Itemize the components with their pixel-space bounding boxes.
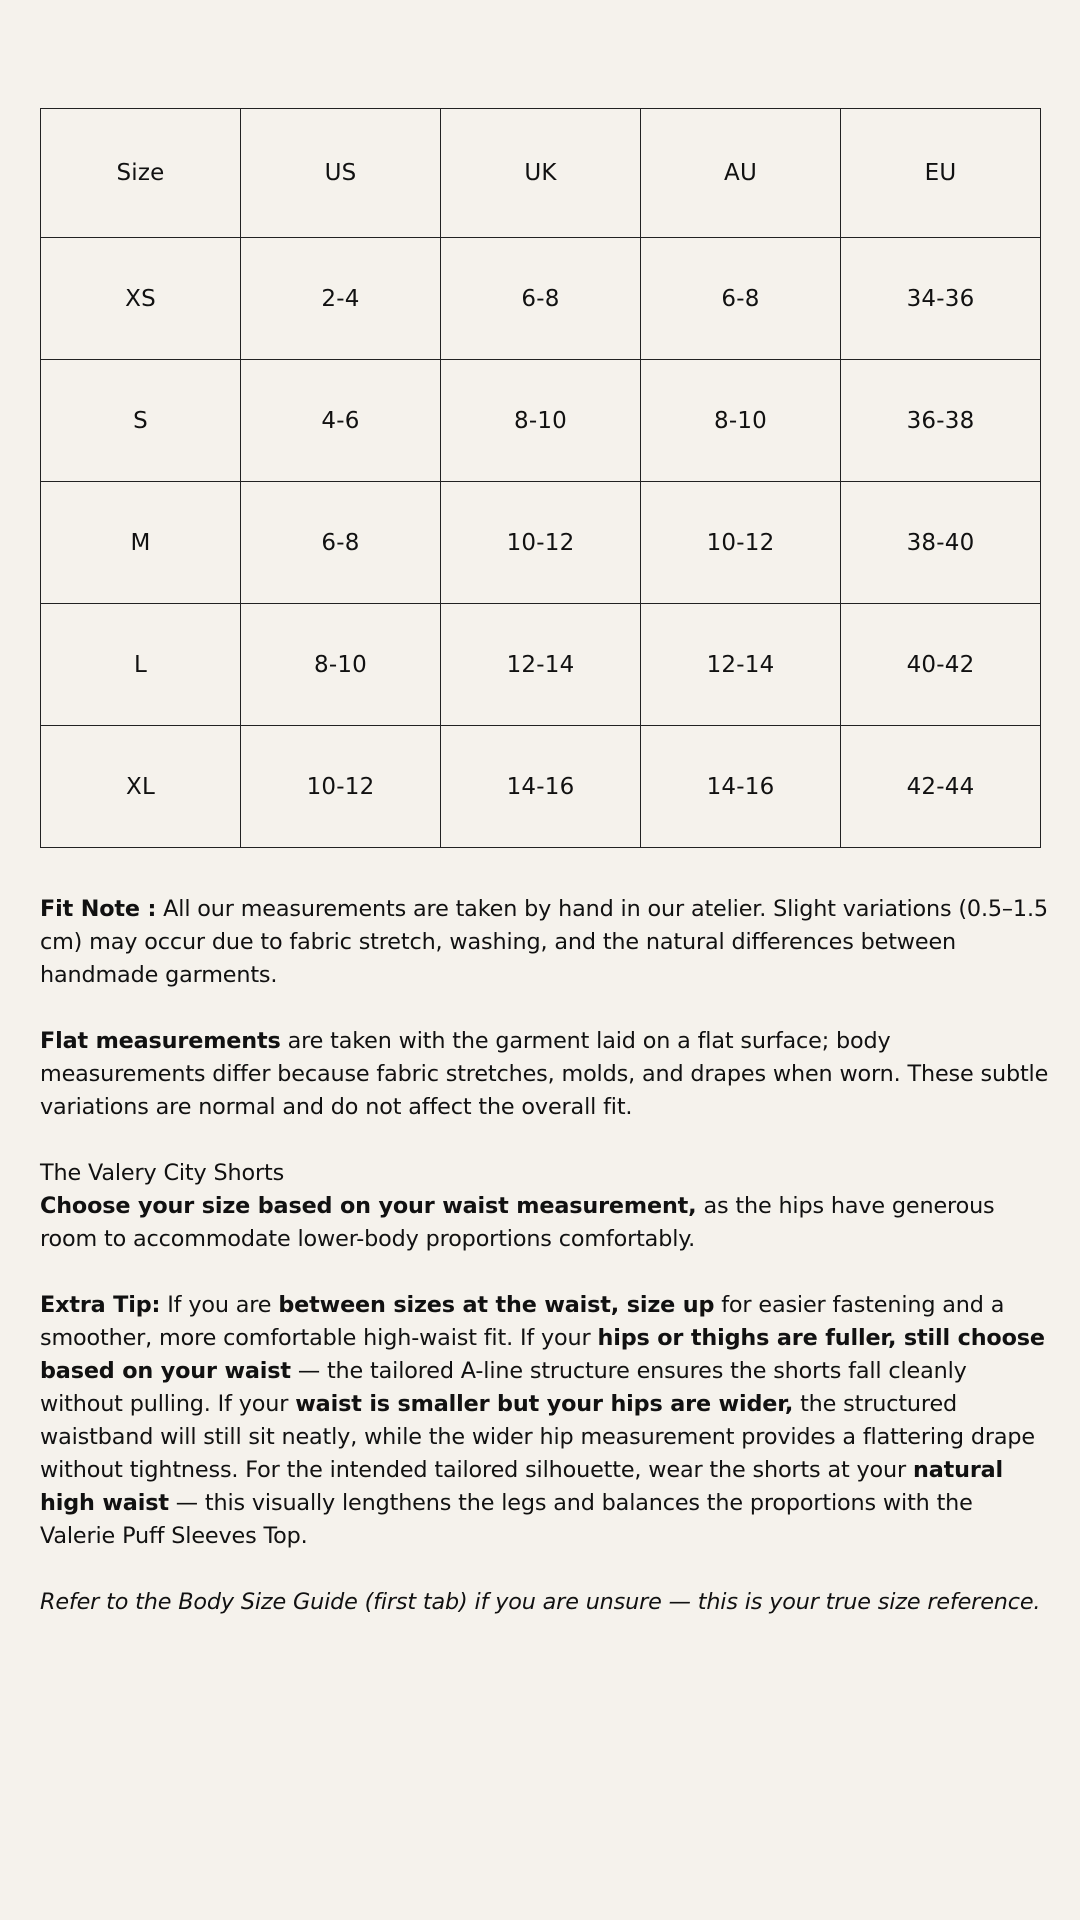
- fit-note-paragraph: [40, 893, 1050, 992]
- table-row: [41, 482, 1041, 604]
- cell-us: 8-10: [241, 604, 441, 726]
- flat-measurements-label: Flat measurements: [40, 1028, 281, 1054]
- cell-us: 10-12: [241, 726, 441, 848]
- fit-note-text: All our measurements are taken by hand in our atelier. Slight variations (0.5–1.5 cm) may occur due to fabric stretch, washing, and the natural differences between handmade garments.: [40, 896, 1048, 988]
- table-row: [41, 360, 1041, 482]
- cell-uk: 10-12: [441, 482, 641, 604]
- cell-us: 6-8: [241, 482, 441, 604]
- extra-tip-emphasis: natural high waist: [40, 1457, 1004, 1516]
- cell-uk: 12-14: [441, 604, 641, 726]
- table-header-row: [41, 109, 1041, 238]
- cell-eu: 36-38: [841, 360, 1041, 482]
- extra-tip-text: for easier fastening and a smoother, more comfortable high-waist fit. If your: [40, 1292, 1005, 1351]
- size-chart-table: [40, 108, 1041, 848]
- header-us: US: [241, 109, 441, 238]
- cell-size: XL: [41, 726, 241, 848]
- cell-us: 2-4: [241, 238, 441, 360]
- cell-size: S: [41, 360, 241, 482]
- flat-measurements-paragraph: [40, 1025, 1050, 1124]
- cell-size: M: [41, 482, 241, 604]
- cell-us: 4-6: [241, 360, 441, 482]
- extra-tip-text: If you are: [160, 1292, 279, 1318]
- fit-note-label: Fit Note :: [40, 896, 157, 922]
- cell-au: 14-16: [641, 726, 841, 848]
- cell-uk: 6-8: [441, 238, 641, 360]
- header-eu: EU: [841, 109, 1041, 238]
- extra-tip-text: — this visually lengthens the legs and balances the proportions with the Valerie Puff Sleeves Top.: [40, 1490, 973, 1549]
- cell-size: L: [41, 604, 241, 726]
- product-sizing-text: as the hips have generous room to accommodate lower-body proportions comfortably.: [40, 1193, 995, 1252]
- cell-uk: 14-16: [441, 726, 641, 848]
- cell-uk: 8-10: [441, 360, 641, 482]
- table-row: [41, 604, 1041, 726]
- fit-notes: [40, 893, 1050, 1652]
- extra-tip-emphasis: between sizes at the waist, size up: [278, 1292, 715, 1318]
- cell-eu: 42-44: [841, 726, 1041, 848]
- cell-eu: 40-42: [841, 604, 1041, 726]
- header-au: AU: [641, 109, 841, 238]
- extra-tip-label: Extra Tip:: [40, 1292, 161, 1318]
- extra-tip-emphasis: waist is smaller but your hips are wider,: [295, 1391, 794, 1417]
- table-row: [41, 238, 1041, 360]
- extra-tip-text: the structured waistband will still sit neatly, while the wider hip measurement provides a flattering drape without tightness. For the intended tailored silhouette, wear the shorts at your: [40, 1391, 1035, 1483]
- table-row: [41, 726, 1041, 848]
- cell-au: 6-8: [641, 238, 841, 360]
- extra-tip-emphasis: hips or thighs are fuller, still choose based on your waist: [40, 1325, 1045, 1384]
- cell-au: 10-12: [641, 482, 841, 604]
- cell-size: XS: [41, 238, 241, 360]
- product-title: The Valery City Shorts: [40, 1160, 285, 1186]
- cell-au: 8-10: [641, 360, 841, 482]
- extra-tip-paragraph: [40, 1289, 1050, 1553]
- cell-eu: 34-36: [841, 238, 1041, 360]
- product-sizing-lead: Choose your size based on your waist measurement,: [40, 1193, 697, 1219]
- header-uk: UK: [441, 109, 641, 238]
- cell-au: 12-14: [641, 604, 841, 726]
- size-guide-reference: Refer to the Body Size Guide (first tab) if you are unsure — this is your true size reference.: [40, 1589, 1041, 1615]
- product-sizing-paragraph: [40, 1190, 1050, 1256]
- extra-tip-text: — the tailored A-line structure ensures the shorts fall cleanly without pulling. If your: [40, 1358, 967, 1417]
- cell-eu: 38-40: [841, 482, 1041, 604]
- flat-measurements-text: are taken with the garment laid on a flat surface; body measurements differ because fabric stretches, molds, and drapes when worn. These subtle variations are normal and do not affect the overall fit.: [40, 1028, 1049, 1120]
- header-size: Size: [41, 109, 241, 238]
